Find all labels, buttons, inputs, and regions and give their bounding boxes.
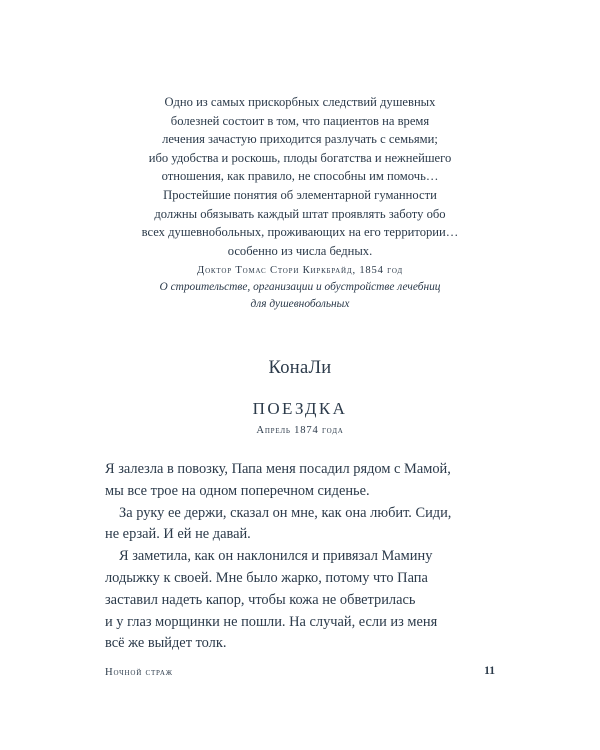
epigraph-author: Доктор Томас Стори Киркбрайд, 1854 год: [197, 265, 403, 276]
body-text: [105, 459, 500, 655]
body-line: Я залезла в повозку, Папа меня посадил рядом с Мамой,: [105, 461, 451, 477]
epigraph-line: ибо удобства и роскошь, плоды богатства и нежнейшего: [148, 150, 452, 165]
epigraph-attribution: [95, 263, 505, 313]
epigraph-line: всех душевнобольных, проживающих на его территории…: [141, 225, 459, 240]
epigraph-work-title: для душевнобольных: [250, 298, 350, 310]
chapter-title: ПОЕЗДКА: [252, 399, 348, 418]
epigraph-line: должны обязывать каждый штат проявлять заботу обо: [154, 206, 446, 221]
body-line: мы все трое на одном поперечном сиденье.: [105, 482, 370, 499]
chapter-date: Апрель 1874 года: [256, 425, 344, 436]
part-title: КонаЛи: [268, 358, 332, 378]
epigraph-line: Простейшие понятия об элементарной гуманности: [163, 187, 437, 202]
epigraph-line: отношения, как правило, не способны им помочь…: [161, 169, 439, 184]
body-line: За руку ее держи, сказал он мне, как она любит. Сиди,: [119, 504, 452, 521]
page-number: 11: [484, 665, 495, 677]
running-footer-title: Ночной страж: [105, 667, 173, 678]
body-line: и у глаз морщинки не пошли. На случай, если из меня: [105, 613, 438, 630]
body-line: заставил надеть капор, чтобы кожа не обветрилась: [105, 591, 416, 608]
body-line: всё же выйдет толк.: [105, 635, 227, 652]
body-line: не ерзай. И ей не давай.: [105, 526, 251, 543]
epigraph-work-title: О строительстве, организации и обустройстве лечебниц: [159, 281, 441, 293]
epigraph: [95, 93, 505, 260]
epigraph-line: лечения зачастую приходится разлучать с семьями;: [162, 132, 438, 147]
epigraph-line: Одно из самых прискорбных следствий душевных: [164, 95, 436, 109]
body-line: лодыжку к своей. Мне было жарко, потому что Папа: [105, 569, 428, 586]
epigraph-line: особенно из числа бедных.: [227, 243, 373, 258]
epigraph-line: болезней состоит в том, что пациентов на время: [170, 113, 430, 128]
body-line: Я заметила, как он наклонился и привязал Мамину: [119, 548, 433, 565]
